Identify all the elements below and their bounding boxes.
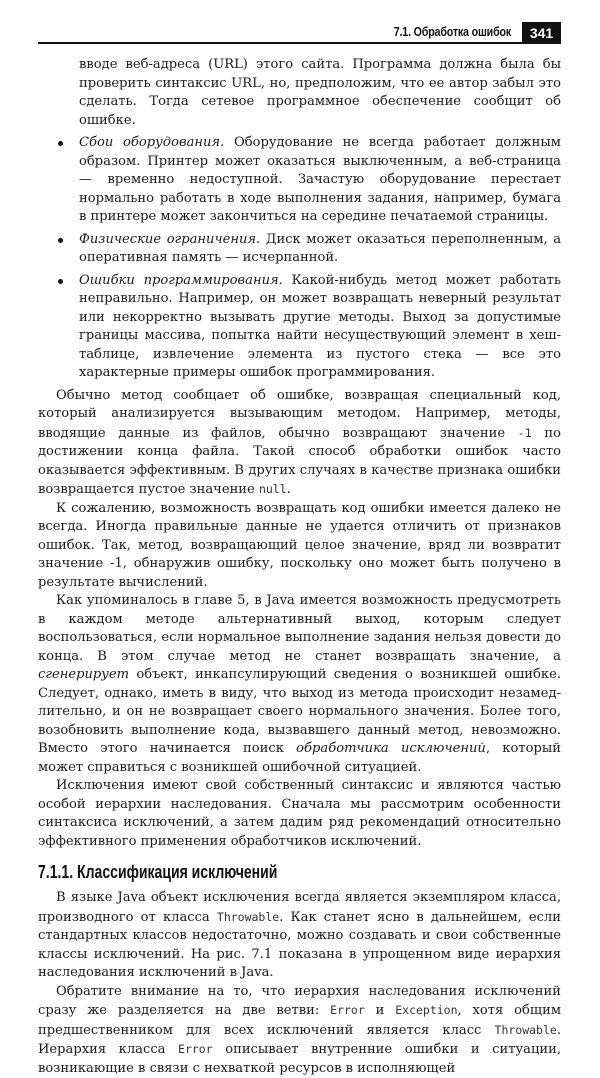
text-run: описывает внутренние ошибки и ситуации, возникающие в связи с нехваткой ресурсов в исполняющей (38, 1042, 561, 1076)
list-item-term: Ошибки программирования. (79, 273, 283, 288)
list-item (38, 134, 561, 227)
code-literal: Throwable (495, 1023, 557, 1037)
code-literal: Error (178, 1042, 213, 1056)
running-header-title: 7.1. Обработка ошибок (394, 24, 511, 39)
paragraph (38, 889, 561, 983)
code-literal: Error (330, 1003, 365, 1017)
list-item-text: Оборудование не всегда работает должным образом. Принтер может оказаться выключенным, а веб-страница — временно недоступной. Зачастую оборудование перестает нормально работать в ходе выполнения задания, например, бумага в принтере может закончиться на середине печатаемой страницы. (79, 135, 561, 224)
paragraph (38, 387, 561, 500)
intro-continuation: вводе веб-адреса (URL) этого сайта. Программа должна была бы проверить синтаксис URL, но, предположим, что ее автор забыл это сделать. Тогда сетевое программное обеспечение сообщит об ошибке. (38, 56, 561, 130)
code-literal: -1 (518, 426, 532, 440)
section-heading: 7.1.1. Классификация исключений (38, 861, 446, 883)
body-text (38, 56, 561, 1078)
running-header (38, 22, 561, 44)
list-item-term: Физические ограничения. (79, 232, 260, 247)
paragraph (38, 983, 561, 1078)
text-run: Обычно метод сообщает об ошибке, возвращая специальный код, который анализируется вызывающим методом. Например, методы, вводящие данные из файлов, обычно возвращают значение (38, 388, 561, 441)
paragraph (38, 592, 561, 777)
text-run: В языке Java объект исключения всегда является экземпляром класса, производного от класса (38, 890, 561, 925)
text-run: Как упоминалось в главе 5, в Java имеется возможность предусмотреть в каждом методе альтернативный выход, которым следует воспользоваться, если нормальное выполнение задания нельзя довести до конца. В этом случае метод не станет возвращать значение, а (38, 593, 561, 664)
page-number: 341 (522, 22, 561, 44)
code-literal: Exception (395, 1003, 457, 1017)
text-run: объект, инкапсулирующий сведения о возникшей ошибке. Следует, однако, иметь в виду, что выход из метода происходит незамедлительно, и он не возвращает своего нормального значения. Более того, возобновить выполнение кода, вызвавшего данный метод, невозможно. Вместо этого начинается поиск (38, 667, 561, 756)
emphasis: обработчика исключений (296, 741, 486, 756)
text-run: , хотя общим предшественником для всех исключений является класс (38, 1003, 561, 1038)
emphasis: сгенерирует (38, 667, 129, 682)
text-run: по достижении конца файла. Такой способ обработки ошибок часто оказывается эффективным. В других случаях в качестве признака ошибки возвращается пустое значение (38, 426, 561, 498)
text-run: и (365, 1003, 395, 1018)
paragraph: Исключения имеют свой собственный синтаксис и являются частью особой иерархии наследования. Сначала мы рассмотрим особенности синтаксиса исключений, а затем дадим ряд рекомендаций относительно эффективного применения обработчиков исключений. (38, 777, 561, 851)
text-run: Обратите внимание на то, что иерархия наследования исключений сразу же разделяется на две ветви: (38, 984, 561, 1019)
text-run: , который может справиться с возникшей ошибочной ситуацией. (38, 741, 561, 775)
list-item-text: Диск может оказаться переполненным, а оперативная память — исчерпанной. (79, 232, 561, 266)
error-types-list (38, 134, 561, 383)
code-literal: Throwable (217, 910, 279, 924)
code-literal: null (259, 482, 287, 496)
paragraph: К сожалению, возможность возвращать код ошибки имеется далеко не всегда. Иногда правильные данные не удается отличить от признаков ошибок. Так, метод, возвращающий целое значение, вряд ли возвратит значение -1, обнаружив ошибку, поскольку оно может быть получено в результате вычислений. (38, 500, 561, 593)
text-run: . Иерархия класса (38, 1023, 561, 1058)
text-run: . (287, 482, 291, 497)
text-run: . Как станет ясно в дальнейшем, если стандартных классов недостаточно, можно создавать и свои собственные классы исключений. На рис. 7.1 показана в упрощенном виде иерархия наследования исключений в Java. (38, 910, 561, 981)
list-item-term: Сбои оборудования. (79, 135, 224, 150)
list-item-text: Какой-нибудь метод может работать неправильно. Например, он может возвращать неверный результат или некорректно вызывать другие методы. Выход за допустимые границы массива, попытка найти несуществующий элемент в хеш-таблице, извлечение элемента из пустого стека — все это характерные примеры ошибок программирования. (79, 273, 561, 381)
list-item (38, 272, 561, 383)
list-item (38, 231, 561, 268)
header-rule (38, 42, 561, 44)
